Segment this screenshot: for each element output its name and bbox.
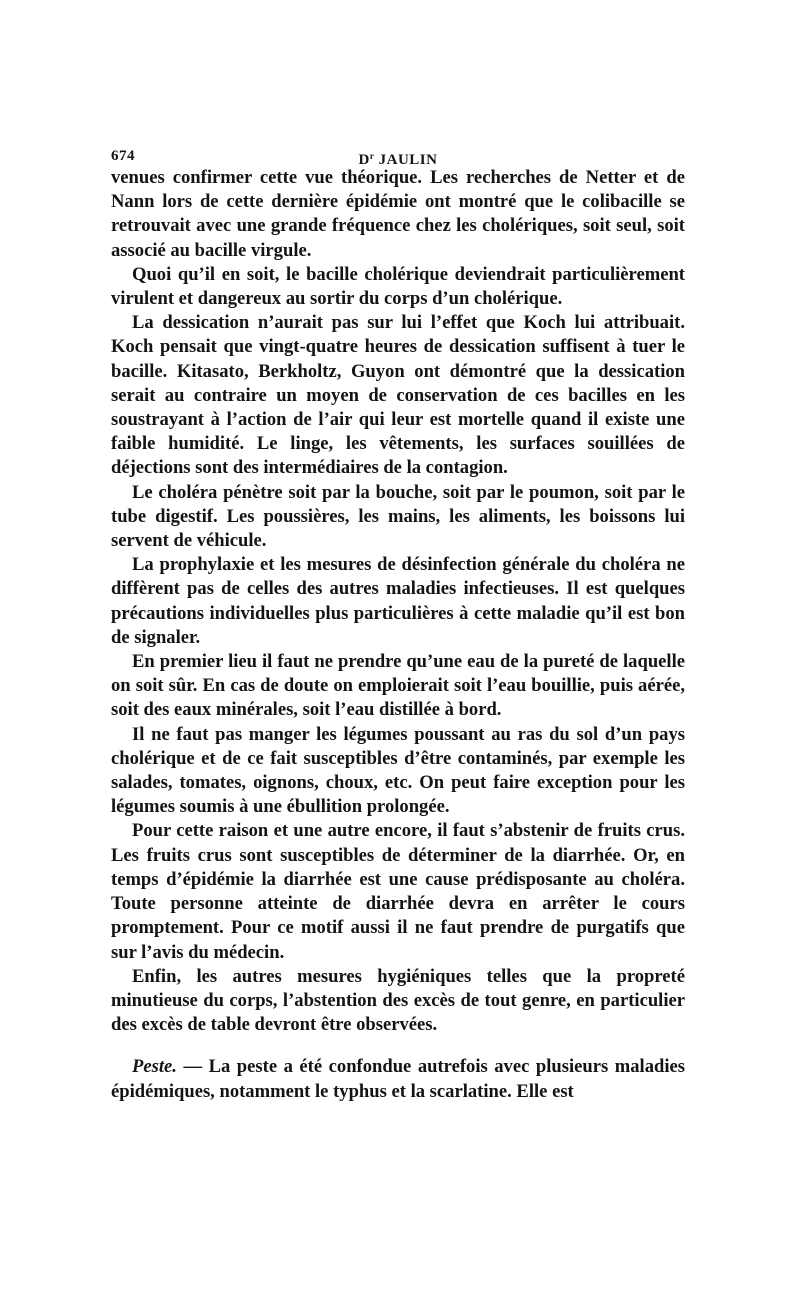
author-prefix: D xyxy=(358,152,370,168)
paragraph-continuation: venues confirmer cette vue théorique. Les recherches de Netter et de Nann lors de cette dernière épidémie ont montré que le colibacille se retrouvait avec une grande fréquence chez les cholériques, soit seul, soit associé au bacille virgule. xyxy=(111,167,685,261)
author-name: JAULIN xyxy=(378,152,438,168)
paragraph-transmission: Le choléra pénètre soit par la bouche, soit par le poumon, soit par le tube digestif. Les poussières, les mains, les aliments, les boissons lui servent de véhicule. xyxy=(111,481,685,552)
paragraph-dessication: La dessication n’aurait pas sur lui l’effet que Koch lui attribuait. Koch pensait que vingt-quatre heures de dessication suffisent à tuer le bacille. Kitasato, Berkholtz, Guyon ont démontré que la dessication serait au contraire un moyen de conservation de ces bacilles en les soustrayant à l’action de l’air qui leur est mortelle quand il existe une faible humidité. Le linge, les vêtements, les surfaces souillées de déjections sont des intermédiaires de la contagion. xyxy=(111,312,685,479)
running-title xyxy=(111,144,685,172)
paragraph-hygiene: Enfin, les autres mesures hygiéniques telles que la propreté minutieuse du corps, l’abstention des excès de tout genre, en particulier des excès de table devront être observées. xyxy=(111,965,685,1036)
paragraph-vegetables: Il ne faut pas manger les légumes poussant au ras du sol d’un pays cholérique et de ce fait susceptibles d’être contaminés, par exemple les salades, tomates, oignons, choux, etc. On peut faire exception pour les légumes soumis à une ébullition prolongée. xyxy=(111,723,685,818)
paragraph-fruits: Pour cette raison et une autre encore, il faut s’abstenir de fruits crus. Les fruits crus sont susceptibles de déterminer de la diarrhée. Or, en temps d’épidémie la diarrhée est une cause prédisposante au choléra. Toute personne atteinte de diarrhée devra en arrêter le cours promptement. Pour ce motif aussi il ne faut prendre de purgatifs que sur l’avis du médecin. xyxy=(111,820,685,963)
section-body-peste: — La peste a été confondue autrefois avec plusieurs maladies épidémiques, notamment le typhus et la scarlatine. Elle est xyxy=(111,1056,685,1102)
paragraph-peste xyxy=(111,1055,685,1103)
running-head xyxy=(111,140,685,166)
author-prefix-superscript: r xyxy=(369,151,375,161)
book-page xyxy=(111,140,685,1104)
page-number: 674 xyxy=(111,148,135,164)
paragraph-water: En premier lieu il faut ne prendre qu’une eau de la pureté de laquelle on soit sûr. En cas de doute on emploierait soit l’eau bouillie, puis aérée, soit des eaux minérales, soit l’eau distillée à bord. xyxy=(111,651,685,721)
paragraph-prophylaxis: La prophylaxie et les mesures de désinfection générale du choléra ne diffèrent pas de celles des autres maladies infectieuses. Il est quelques précautions individuelles plus particulières à cette maladie qu’il est bon de signaler. xyxy=(111,554,685,648)
section-title-peste: Peste. xyxy=(132,1056,177,1078)
paragraph-virulence: Quoi qu’il en soit, le bacille cholérique deviendrait particulièrement virulent et dangereux au sortir du corps d’un cholérique. xyxy=(111,263,685,310)
